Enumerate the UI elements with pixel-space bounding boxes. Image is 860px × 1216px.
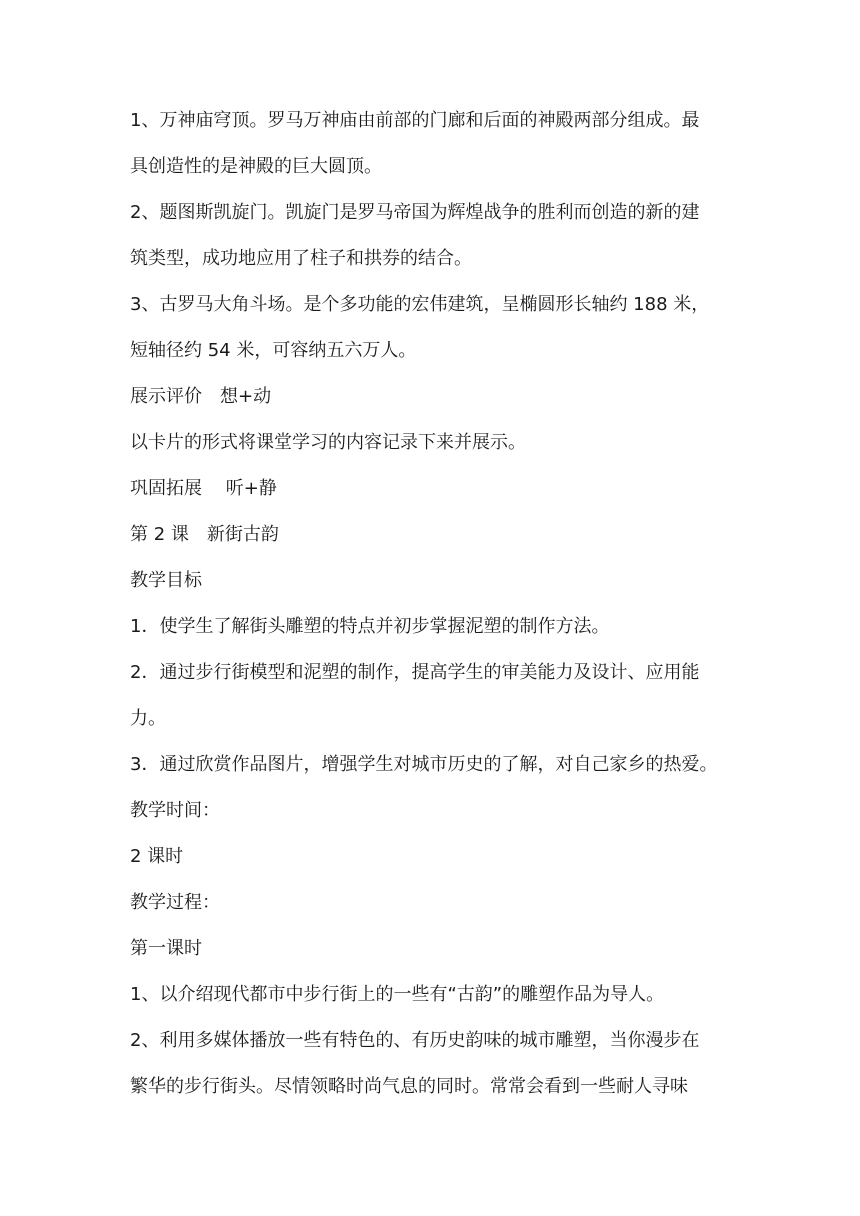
- paragraph-line-pantheon-dome-cont: 具创造性的是神殿的巨大圆顶。: [130, 156, 382, 177]
- paragraph-line-pantheon-dome: 1、万神庙穹顶。罗马万神庙由前部的门廊和后面的神殿两部分组成。最: [130, 110, 700, 131]
- process-step-2-cont: 繁华的步行街头。尽情领略时尚气息的同时。常常会看到一些耐人寻味: [130, 1076, 688, 1097]
- section-heading-display-evaluation: 展示评价 想+动: [130, 386, 272, 407]
- section-heading-teaching-goals: 教学目标: [130, 570, 202, 591]
- goal-item-2: 2．通过步行街模型和泥塑的制作，提高学生的审美能力及设计、应用能: [130, 662, 700, 683]
- section-heading-teaching-time: 教学时间：: [130, 800, 220, 821]
- teaching-time-value: 2 课时: [130, 846, 184, 867]
- paragraph-line-arch-of-titus-cont: 筑类型，成功地应用了柱子和拱券的结合。: [130, 248, 472, 269]
- section-heading-first-lesson: 第一课时: [130, 938, 202, 959]
- goal-item-2-cont: 力。: [130, 708, 166, 729]
- process-step-2: 2、利用多媒体播放一些有特色的、有历史韵味的城市雕塑，当你漫步在: [130, 1030, 700, 1051]
- paragraph-line-arch-of-titus: 2、题图斯凯旋门。凯旋门是罗马帝国为辉煌战争的胜利而创造的新的建: [130, 202, 700, 223]
- paragraph-line-colosseum: 3、古罗马大角斗场。是个多功能的宏伟建筑，呈椭圆形长轴约 188 米，: [130, 294, 710, 315]
- section-heading-teaching-process: 教学过程：: [130, 892, 220, 913]
- section-heading-consolidation: 巩固拓展 听+静: [130, 478, 277, 499]
- goal-item-1: 1．使学生了解街头雕塑的特点并初步掌握泥塑的制作方法。: [130, 616, 610, 637]
- paragraph-line-colosseum-cont: 短轴径约 54 米，可容纳五六万人。: [130, 340, 417, 361]
- document-body: [130, 110, 742, 1122]
- goal-item-3: 3．通过欣赏作品图片，增强学生对城市历史的了解，对自己家乡的热爱。: [130, 754, 718, 775]
- paragraph-line-card-record: 以卡片的形式将课堂学习的内容记录下来并展示。: [130, 432, 526, 453]
- process-step-1: 1、以介绍现代都市中步行街上的一些有“古韵”的雕塑作品为导人。: [130, 984, 665, 1005]
- lesson-title: 第 2 课 新街古韵: [130, 524, 279, 545]
